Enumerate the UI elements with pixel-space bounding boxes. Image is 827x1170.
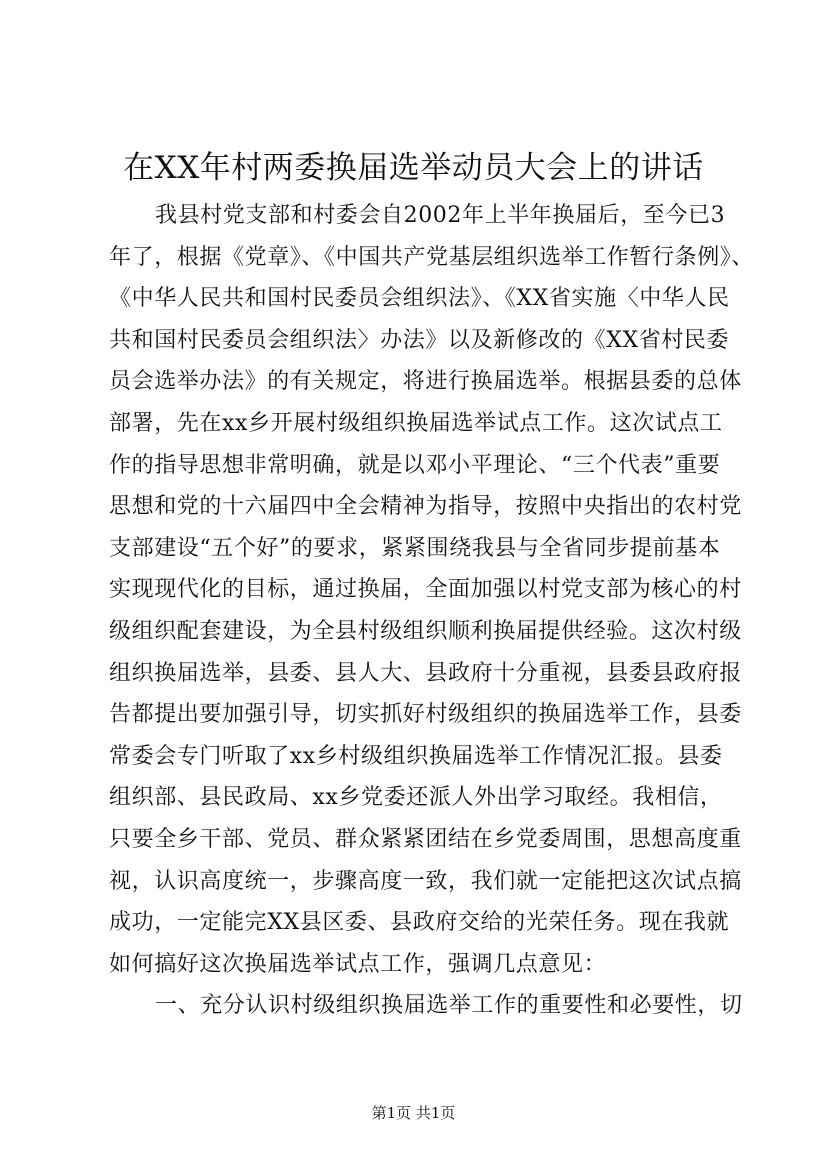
body-line: 组织部、县民政局、xx乡党委还派人外出学习取经。我相信，	[109, 785, 723, 811]
body-line: 常委会专门听取了xx乡村级组织换届选举工作情况汇报。县委	[109, 743, 723, 769]
section-heading-line: 一、充分认识村级组织换届选举工作的重要性和必要性，切	[155, 993, 743, 1019]
body-line: 我县村党支部和村委会自2002年上半年换届后，至今已3	[155, 203, 726, 228]
body-line: 只要全乡干部、党员、群众紧紧团结在乡党委周围，思想高度重	[109, 826, 742, 852]
body-line: 员会选举办法》的有关规定，将进行换届选举。根据县委的总体	[109, 369, 742, 395]
document-title: 在XX年村两委换届选举动员大会上的讲话	[123, 150, 704, 186]
body-line: 级组织配套建设，为全县村级组织顺利换届提供经验。这次村级	[109, 618, 742, 644]
body-line: 共和国村民委员会组织法〉办法》以及新修改的《XX省村民委	[109, 327, 730, 353]
body-line: 思想和党的十六届四中全会精神为指导，按照中央指出的农村党	[109, 494, 742, 520]
body-line: 组织换届选举，县委、县人大、县政府十分重视，县委县政府报	[109, 660, 742, 686]
body-line: 成功，一定能完XX县区委、县政府交给的光荣任务。现在我就	[109, 910, 730, 936]
body-line: 作的指导思想非常明确，就是以邓小平理论、“三个代表”重要	[109, 452, 721, 478]
body-line: 年了，根据《党章》、《中国共产党基层组织选举工作暂行条例》、	[109, 244, 755, 270]
body-line: 视，认识高度统一，步骤高度一致，我们就一定能把这次试点搞	[109, 868, 742, 894]
body-line: 告都提出要加强引导，切实抓好村级组织的换届选举工作，县委	[109, 702, 742, 728]
body-line: 如何搞好这次换届选举试点工作，强调几点意见：	[109, 951, 607, 977]
body-line: 支部建设“五个好”的要求，紧紧围绕我县与全省同步提前基本	[109, 535, 721, 561]
body-line: 部署，先在xx乡开展村级组织换届选举试点工作。这次试点工	[109, 410, 723, 436]
body-line: 实现现代化的目标，通过换届，全面加强以村党支部为核心的村	[109, 577, 742, 603]
document-body	[109, 195, 759, 1027]
page-footer: 第1页 共1页	[371, 1104, 456, 1122]
body-line: 《中华人民共和国村民委员会组织法》、《XX省实施〈中华人民	[109, 286, 730, 312]
